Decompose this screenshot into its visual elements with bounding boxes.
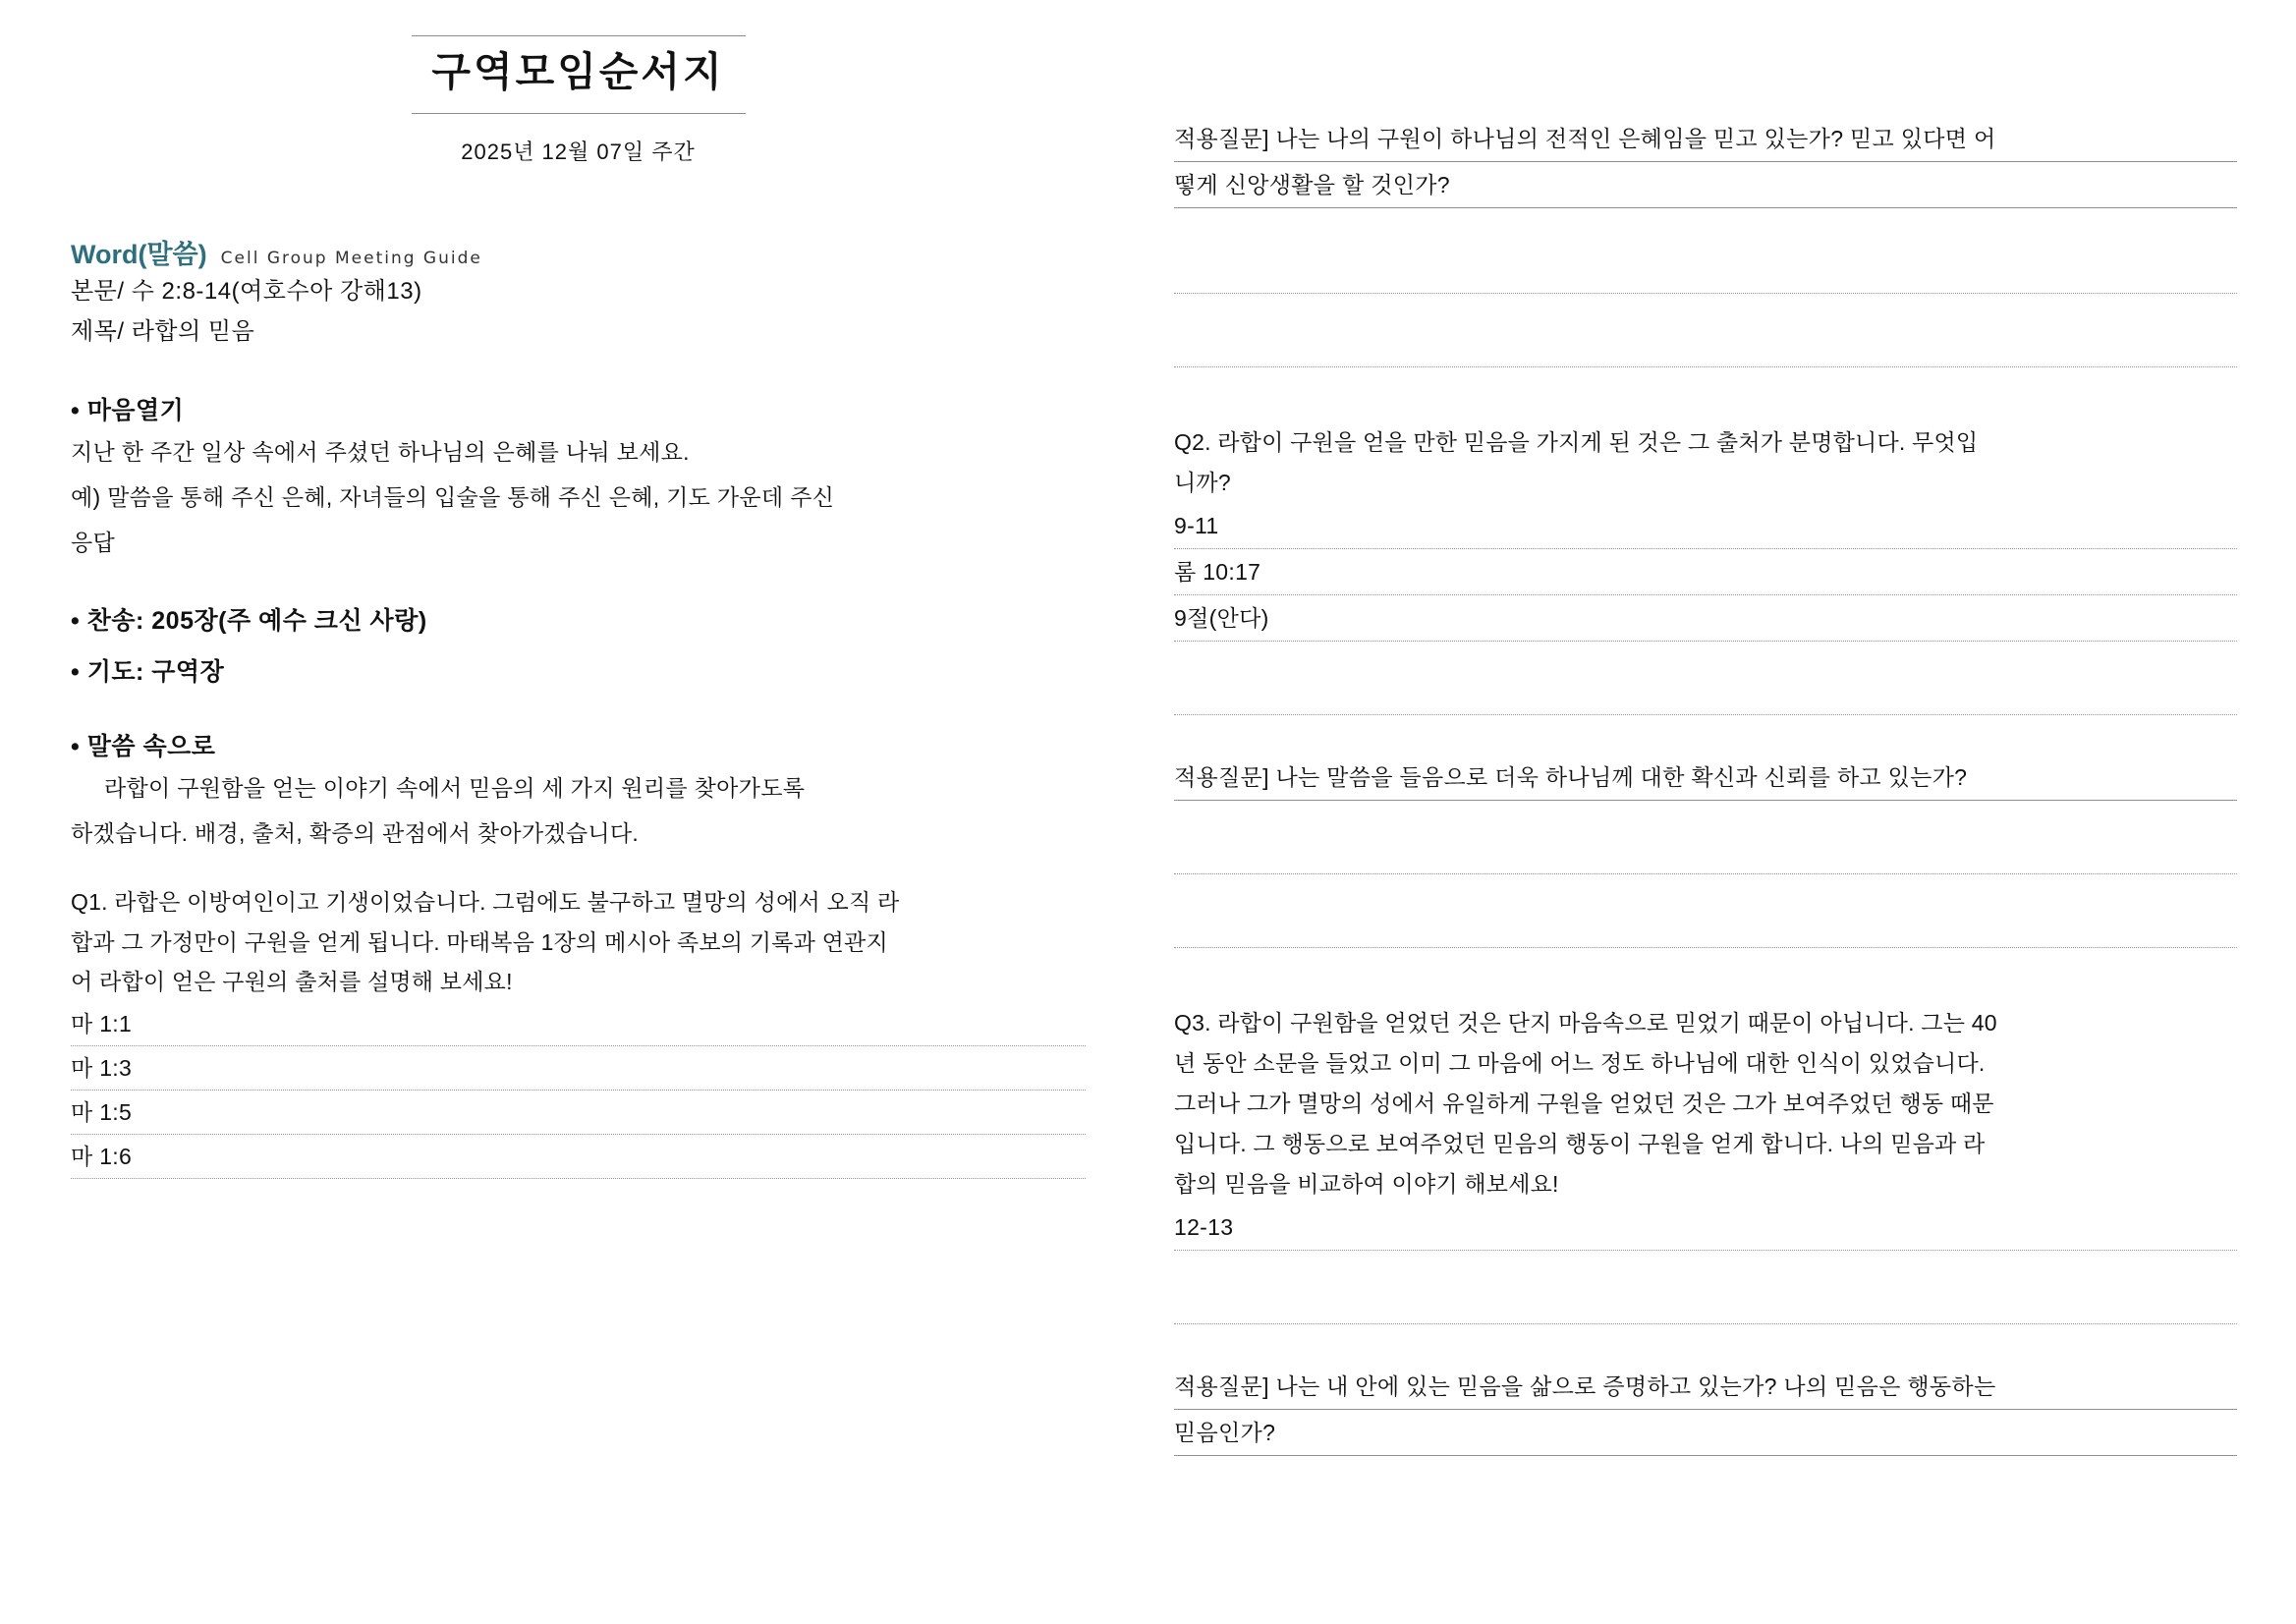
answer-line[interactable] [1174, 902, 2237, 948]
answer-line[interactable] [1174, 669, 2237, 715]
answer-line[interactable]: 9-11 [1174, 503, 2237, 549]
document-date: 2025년 12월 07일 주간 [461, 139, 696, 164]
left-column [0, 0, 1145, 1624]
spacer [1174, 801, 2237, 828]
application-question-1-line-2: 떻게 신앙생활을 할 것인가? [1174, 162, 2237, 208]
answer-line[interactable]: 마 1:3 [71, 1046, 1086, 1091]
spacer [1174, 715, 2237, 755]
application-question-1-line-1: 적용질문] 나는 나의 구원이 하나님의 전적인 은혜임을 믿고 있는가? 믿고 있다면 어 [1174, 116, 2237, 162]
answer-line[interactable] [1174, 1278, 2237, 1324]
answer-line[interactable]: 마 1:1 [71, 1002, 1086, 1046]
spacer [1174, 874, 2237, 902]
application-question-2: 적용질문] 나는 말씀을 들음으로 더욱 하나님께 대한 확신과 신뢰를 하고 있는가? [1174, 755, 2237, 801]
into-the-word-heading: • 말씀 속으로 [71, 733, 216, 761]
into-the-word-paragraph-line-2: 하겠습니다. 배경, 출처, 확증의 관점에서 찾아가겠습니다. [71, 820, 640, 847]
question-3-line-3: 그러나 그가 멸망의 성에서 유일하게 구원을 얻었던 것은 그가 보여주었던 행동 때문 [1174, 1090, 1994, 1116]
passage-reference: 본문/ 수 2:8-14(여호수아 강해13) [71, 277, 422, 305]
question-1-line-3: 어 라합이 얻은 구원의 출처를 설명해 보세요! [71, 969, 513, 995]
question-3-line-1: Q3. 라합이 구원함을 얻었던 것은 단지 마음속으로 믿었기 때문이 아닙니다. 그는 40 [1174, 1009, 1997, 1036]
spacer [1174, 1324, 2237, 1364]
question-3-line-4: 입니다. 그 행동으로 보여주었던 믿음의 행동이 구원을 얻게 합니다. 나의 믿음과 라 [1174, 1130, 1986, 1156]
answer-line[interactable] [1174, 828, 2237, 874]
application-question-3-line-1: 적용질문] 나는 내 안에 있는 믿음을 삶으로 증명하고 있는가? 나의 믿음은 행동하는 [1174, 1364, 2237, 1410]
spacer [1174, 948, 2237, 1003]
application-question-3-line-2: 믿음인가? [1174, 1410, 2237, 1456]
hymn-heading: • 찬송: 205장(주 예수 크신 사랑) [71, 607, 427, 636]
answer-line[interactable]: 12-13 [1174, 1204, 2237, 1251]
word-section-heading [71, 233, 1086, 271]
sermon-topic: 제목/ 라합의 믿음 [71, 317, 255, 345]
page-title: 구역모임순서지 [431, 49, 725, 94]
answer-line[interactable]: 마 1:6 [71, 1135, 1086, 1179]
into-the-word-paragraph-line-1: 라합이 구원함을 얻는 이야기 속에서 믿음의 세 가지 원리를 찾아가도록 [104, 775, 806, 802]
spacer [1174, 1251, 2237, 1278]
question-2-line-1: Q2. 라합이 구원을 얻을 만한 믿음을 가지게 된 것은 그 출처가 분명합니다. 무엇입 [1174, 429, 1979, 455]
title-block [412, 35, 746, 114]
question-3-line-5: 합의 믿음을 비교하여 이야기 해보세요! [1174, 1170, 1559, 1197]
open-heart-line-1: 지난 한 주간 일상 속에서 주셨던 하나님의 은혜를 나눠 보세요. [71, 439, 690, 466]
spacer [1174, 367, 2237, 422]
open-heart-line-2: 예) 말씀을 통해 주신 은혜, 자녀들의 입술을 통해 주신 은혜, 기도 가운데 주신 [71, 484, 835, 511]
spacer [71, 853, 1086, 882]
spacer [1174, 642, 2237, 669]
question-3-line-2: 년 동안 소문을 들었고 이미 그 마음에 어느 정도 하나님에 대한 인식이 있었습니다. [1174, 1049, 1986, 1076]
spacer [1174, 208, 2237, 248]
open-heart-line-3: 응답 [71, 530, 116, 556]
word-heading-english: Cell Group Meeting Guide [220, 248, 482, 268]
question-1-line-2: 합과 그 가정만이 구원을 얻게 됩니다. 마태복음 1장의 메시아 족보의 기록과 연관지 [71, 928, 888, 955]
question-2-line-2: 니까? [1174, 469, 1231, 495]
question-1-line-1: Q1. 라합은 이방여인이고 기생이었습니다. 그럼에도 불구하고 멸망의 성에서 오직 라 [71, 889, 900, 916]
answer-line[interactable]: 9절(안다) [1174, 595, 2237, 642]
spacer [1174, 294, 2237, 321]
title-bottom-rule [412, 113, 746, 114]
prayer-heading: • 기도: 구역장 [71, 658, 225, 687]
answer-line[interactable] [1174, 321, 2237, 367]
answer-line[interactable]: 마 1:5 [71, 1091, 1086, 1135]
answer-line[interactable] [1174, 248, 2237, 294]
word-heading-korean: Word(말씀) [71, 239, 207, 269]
open-heart-heading: • 마음열기 [71, 397, 185, 425]
right-column [1145, 0, 2296, 1624]
answer-line[interactable]: 롬 10:17 [1174, 549, 2237, 595]
